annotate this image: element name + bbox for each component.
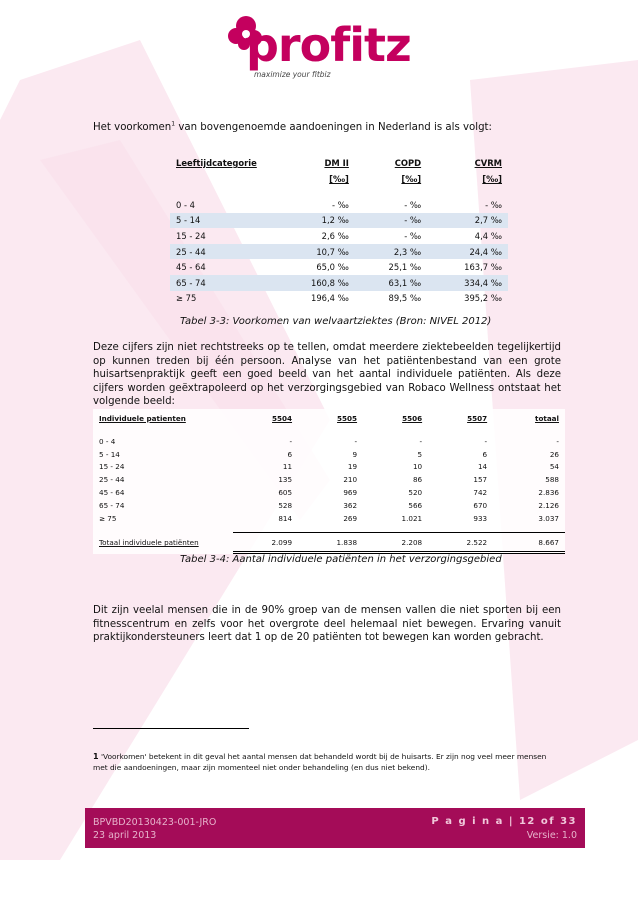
table-cell: 196,4 ‰ [310, 293, 349, 304]
table-cell: 65 - 74 [170, 275, 274, 291]
table-unit-cell [170, 171, 274, 187]
table-row [170, 259, 508, 275]
table-cell: 0 - 4 [176, 199, 196, 210]
table-cell: 160,8 ‰ [274, 275, 355, 291]
table-row [170, 244, 508, 260]
table-cell: 2,6 ‰ [321, 230, 349, 241]
table-cell: 566 [408, 500, 423, 510]
table-cell: 742 [473, 488, 488, 498]
table-cell: 163,7 ‰ [464, 262, 502, 273]
table-cell: 2,7 ‰ [427, 213, 508, 229]
table-cell: 89,5 ‰ [388, 293, 422, 304]
table-unit-row [170, 171, 508, 187]
document-date: 23 april 2013 [93, 830, 157, 841]
table-cell: 6 [482, 449, 488, 459]
table-cell: 9 [352, 449, 358, 459]
table1-caption: Tabel 3-3: Voorkomen van welvaartziektes (Bron: NIVEL 2012) [180, 316, 492, 327]
table-row [93, 461, 565, 474]
table-cell: 210 [343, 475, 358, 485]
footnote [93, 751, 563, 773]
table-cell: 395,2 ‰ [464, 293, 502, 304]
table-cell: 5 [417, 449, 423, 459]
footnote-ref[interactable]: 1 [171, 120, 176, 128]
table-cell: 10,7 ‰ [274, 244, 355, 260]
document-version: Versie: 1.0 [526, 830, 577, 841]
table-header-cell: totaal [535, 413, 559, 423]
table-cell: 24,4 ‰ [427, 244, 508, 260]
table-cell: 45 - 64 [99, 488, 125, 498]
table-cell: 10 [412, 462, 423, 472]
table-cell: 588 [545, 475, 559, 485]
table-cell: 269 [343, 513, 358, 523]
table-cell: - [354, 436, 358, 446]
table-cell: - [419, 436, 423, 446]
table-row [170, 228, 508, 244]
table-cell: 2.126 [538, 500, 559, 510]
table-cell: 933 [473, 513, 488, 523]
table-cell: - [556, 436, 559, 446]
table-cell: 334,4 ‰ [427, 275, 508, 291]
table-header-cell: 5504 [272, 413, 293, 423]
table-cell: 0 - 4 [99, 436, 116, 446]
table-row [170, 291, 508, 307]
table-total-cell: 2.208 [363, 533, 428, 553]
table-row [93, 486, 565, 499]
table-row [93, 435, 565, 448]
page-footer [85, 808, 585, 848]
table-cell: 63,1 ‰ [355, 275, 427, 291]
table-unit-cell: [‰] [329, 174, 349, 184]
table-cell: 65 - 74 [99, 500, 125, 510]
table-row [93, 499, 565, 512]
page-number: P a g i n a | 12 of 33 [431, 816, 577, 827]
table-header-cell: DM II [324, 158, 349, 168]
table-cell: - ‰ [331, 199, 349, 210]
conclusion-paragraph: Dit zijn veelal mensen die in de 90% groep van de mensen vallen die niet sporten bij een fitnesscentrum en zelfs voor het overgrote deel helemaal niet bewegen. Ervaring vanuit praktijkondersteuners leert dat 1 op de 20 patiënten tot bewegen kan worden gebracht. [93, 605, 561, 643]
footnote-text: 'Voorkomen' betekent in dit geval het aantal mensen dat behandeld wordt bij de huisarts. Er zijn nog veel meer mensen met die aandoeningen, maar zijn momenteel niet onder behandeling (en dus niet bekend). [93, 752, 547, 772]
intro-text: Het voorkomen [93, 122, 172, 133]
table-cell: 4,4 ‰ [474, 230, 502, 241]
table-cell: 86 [412, 475, 423, 485]
table-total-cell: 1.838 [298, 533, 363, 553]
table-cell: 45 - 64 [176, 262, 206, 273]
table-cell: 14 [477, 462, 488, 472]
table-header-cell: CVRM [474, 158, 502, 168]
table-cell: 65,0 ‰ [316, 262, 349, 273]
table-cell: 670 [473, 500, 488, 510]
table-cell: 814 [278, 513, 293, 523]
table-cell: 362 [343, 500, 358, 510]
document-id: BPVBD20130423-001-JRO [93, 817, 217, 828]
table-cell: 1,2 ‰ [274, 213, 355, 229]
table-cell: - ‰ [404, 199, 422, 210]
table-cell: ≥ 75 [99, 513, 117, 523]
table-cell: - [484, 436, 488, 446]
table-cell: 25,1 ‰ [388, 262, 422, 273]
footnote-mark: 1 [93, 752, 99, 761]
prevalence-table [170, 155, 508, 306]
table-row [93, 448, 565, 461]
table-cell: 969 [343, 488, 358, 498]
table-header-cell: Leeftijdcategorie [176, 158, 257, 168]
table-row [93, 512, 565, 525]
table-total-cell: 8.667 [493, 533, 565, 553]
table-cell: 157 [473, 475, 488, 485]
table-header-cell: 5506 [402, 413, 423, 423]
table-row [170, 275, 508, 291]
table-cell: 135 [278, 475, 293, 485]
table-cell: ≥ 75 [176, 293, 197, 304]
logo-wordmark: profitz [246, 18, 411, 72]
table-cell: 54 [549, 462, 559, 472]
table-cell: 15 - 24 [99, 462, 125, 472]
table-cell: 19 [347, 462, 358, 472]
table-cell: - [289, 436, 293, 446]
table-header-cell: Individuele patienten [99, 413, 186, 423]
footnote-divider [93, 728, 249, 729]
table-header-cell: 5505 [337, 413, 358, 423]
intro-paragraph [93, 121, 561, 135]
patients-table [93, 409, 565, 554]
table-header-row [93, 409, 565, 427]
table-cell: - ‰ [485, 199, 502, 210]
table-header-cell: 5507 [467, 413, 488, 423]
intro-text-after: van bovengenoemde aandoeningen in Nederland is als volgt: [175, 122, 492, 133]
table-total-cell: 2.099 [233, 533, 298, 553]
table-cell: 528 [278, 500, 293, 510]
analysis-paragraph: Deze cijfers zijn niet rechtstreeks op te tellen, omdat meerdere ziektebeelden tegelijkertijd op kunnen treden bij één persoon. Analyse van het patiëntenbestand van een grote huisartsenpraktijk geeft een goed beeld van het aantal individuele patiënten. Als deze cijfers worden geëxtrapoleerd op het verzorgingsgebied van Robaco Wellness ontstaat het volgende beeld: [93, 342, 561, 407]
table-cell: 25 - 44 [99, 475, 125, 485]
table-unit-cell: [‰] [482, 174, 502, 184]
table-cell: - ‰ [404, 230, 422, 241]
table-row [170, 213, 508, 229]
table-header-cell: COPD [394, 158, 422, 168]
table-cell: 11 [282, 462, 293, 472]
table-cell: 520 [408, 488, 423, 498]
table-cell: 25 - 44 [170, 244, 274, 260]
table2-caption: Tabel 3-4: Aantal individuele patiënten in het verzorgingsgebied [180, 554, 502, 565]
table-total-row [93, 533, 565, 553]
table-cell: 15 - 24 [176, 230, 206, 241]
table-cell: - ‰ [355, 213, 427, 229]
table-cell: 26 [549, 449, 559, 459]
table-total-cell: 2.522 [428, 533, 493, 553]
table-cell: 5 - 14 [170, 213, 274, 229]
profitz-logo [222, 8, 422, 84]
table-cell: 1.021 [401, 513, 423, 523]
table-header-row [170, 155, 508, 171]
table-cell: 605 [278, 488, 293, 498]
table-unit-cell: [‰] [401, 174, 422, 184]
table-cell: 3.037 [538, 513, 559, 523]
table-cell: 2,3 ‰ [355, 244, 427, 260]
table-total-label: Totaal individuele patiënten [99, 538, 199, 548]
table-cell: 2.836 [538, 488, 559, 498]
logo-tagline: maximize your fitbiz [254, 70, 331, 79]
table-cell: 6 [287, 449, 293, 459]
table-row [170, 197, 508, 213]
table-cell: 5 - 14 [99, 449, 120, 459]
table-row [93, 473, 565, 486]
